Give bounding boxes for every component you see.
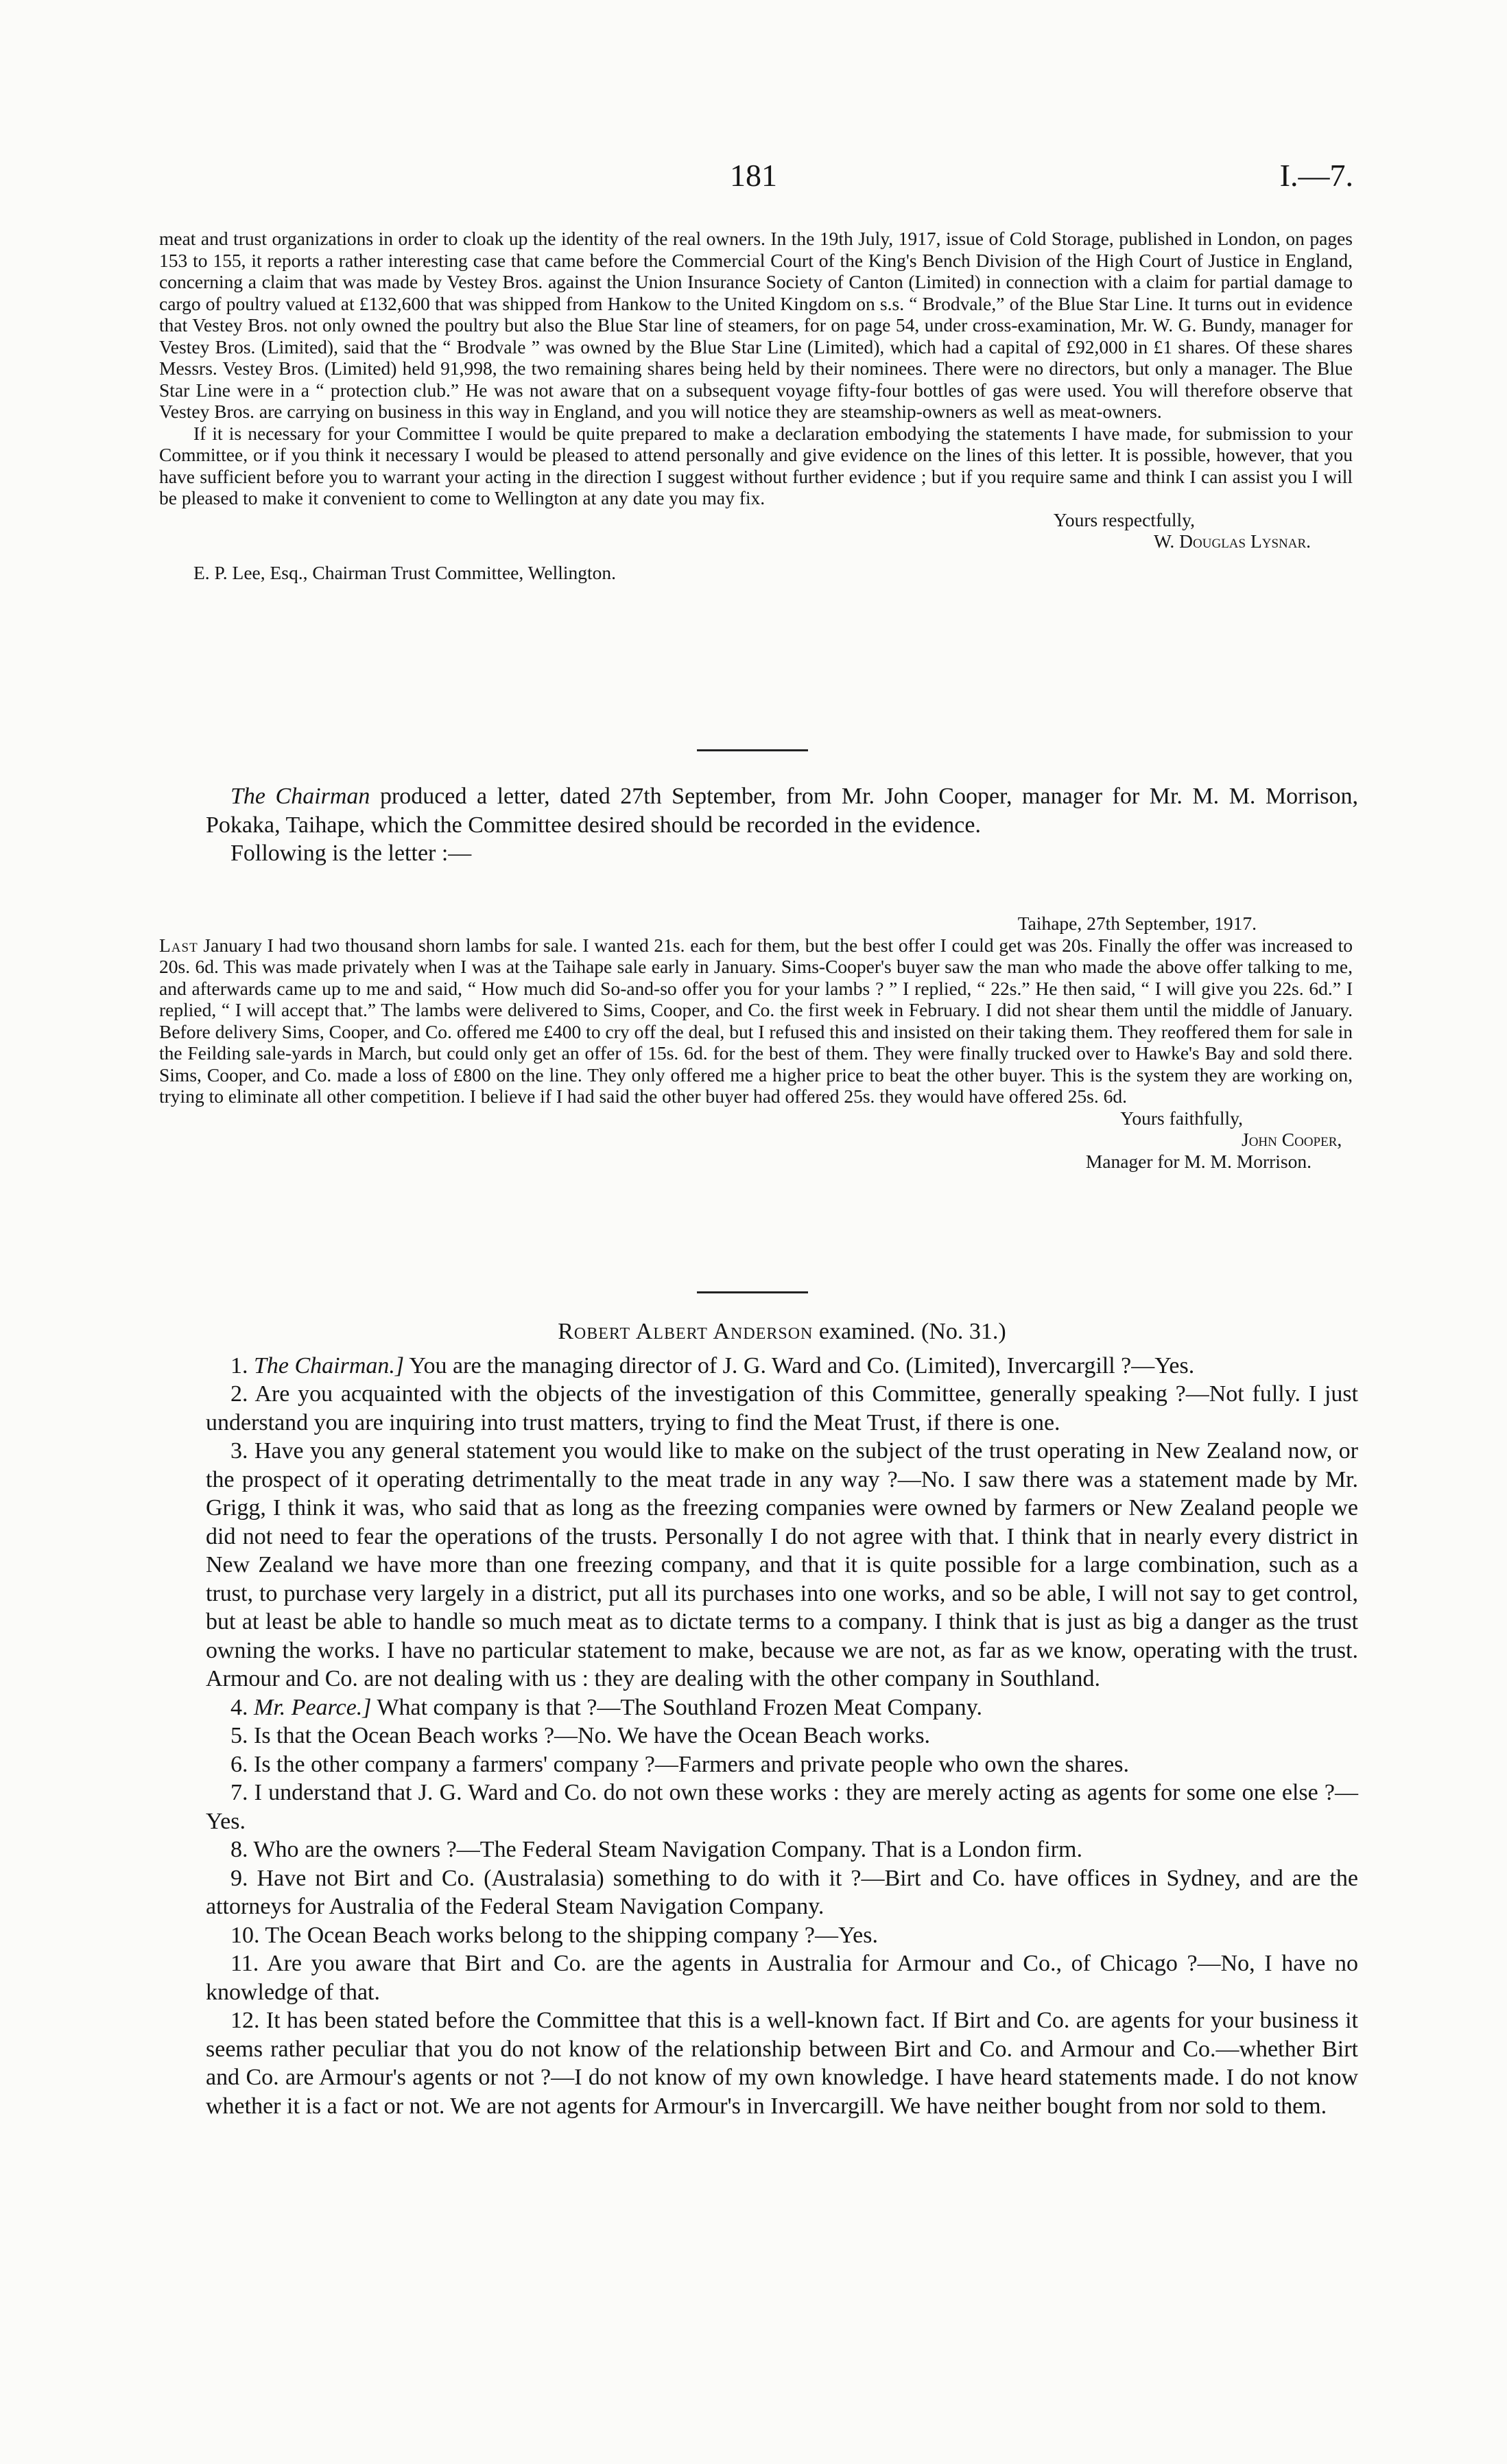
letter-cooper-signature: John Cooper,	[1242, 1129, 1342, 1150]
letter-cooper-signature-title: Manager for M. M. Morrison.	[1085, 1150, 1312, 1172]
letter-cooper-body	[159, 935, 1353, 1107]
qa-item: 9. Have not Birt and Co. (Australasia) something to do with it ?—Birt and Co. have offices in Sydney, and are the attorneys for Australia of the Federal Steam Navigation Company.	[206, 1865, 1359, 1919]
examination-heading	[206, 1317, 1358, 1346]
letter-cooper-body-text: January I had two thousand shorn lambs for sale. I wanted 21s. each for them, but the best offer I could get was 20s. Finally the offer was increased to 20s. 6d. This was made privately when I was at the Taihape sale early in January. Sims-Cooper's buyer saw the man who made the above offer talking to me, and afterwards came up to me and said, “ How much did So-and-so offer you for your lambs ? ” I replied, “ 22s.” He then said, “ I will give you 22s. 6d.” I replied, “ I will accept that.” The lambs were delivered to Sims, Cooper, and Co. the first week in February. I did not shear them until the middle of January. Before delivery Sims, Cooper, and Co. offered me £400 to cry off the deal, but I refused this and insisted on their taking them. They reoffered them for sale in the Feilding sale-yards in March, but could only get an offer of 15s. 6d. for the best of them. They were finally trucked over to Hawke's Bay and sold there. Sims, Cooper, and Co. made a loss of £800 on the line. They only offered me a higher price to beat the other buyer. This is the system they are working on, trying to eliminate all other competition. I believe if I had said the other buyer had offered 25s. they would have offered 25s. 6d.	[159, 934, 1353, 1107]
qa-speaker: The Chairman.]	[254, 1352, 405, 1378]
qa-item: 11. Are you aware that Birt and Co. are the agents in Australia for Armour and Co., of Chicago ?—No, I have no knowledge of that.	[206, 1951, 1359, 2005]
qa-item: 7. I understand that J. G. Ward and Co. do not own these works : they are merely acting as agents for some one else ?—Yes.	[206, 1780, 1358, 1834]
letter-lysnar-paragraph-1: meat and trust organizations in order to cloak up the identity of the real owners. In the 19th July, 1917, issue of Cold Storage, published in London, on pages 153 to 155, it reports a rather interesting case that came before the Commercial Court of the King's Bench Division of the High Court of Justice in England, concerning a claim that was made by Vestey Bros. against the Union Insurance Society of Canton (Limited) in connection with a claim for partial damage to cargo of poultry valued at £132,600 that was shipped from Hankow to the United Kingdom on s.s. “ Brodvale,” of the Blue Star Line. It turns out in evidence that Vestey Bros. not only owned the poultry but also the Blue Star line of steamers, for on page 54, under cross-examination, Mr. W. G. Bundy, manager for Vestey Bros. (Limited), said that the “ Brodvale ” was owned by the Blue Star Line (Limited), which had a capital of £92,000 in £1 shares. Of these shares Messrs. Vestey Bros. (Limited) held 91,998, the two remaining shares being held by their nominees. There were no directors, but only a manager. The Blue Star Line were in a “ protection club.” He was not aware that on a subsequent voyage fifty-four bottles of gas were used. You will therefore observe that Vestey Bros. are carrying on business in this way in England, and you will notice they are steamship-owners as well as meat-owners.	[159, 228, 1353, 422]
letter-cooper	[159, 913, 1353, 1172]
letter-lysnar-closing: Yours respectfully,	[1053, 508, 1195, 530]
examination-heading-rest: examined. (No. 31.)	[813, 1319, 1006, 1344]
intro-speaker: The Chairman	[230, 784, 370, 809]
qa-item: 1. The Chairman.] You are the managing director of J. G. Ward and Co. (Limited), Invercargill ?—Yes.	[230, 1352, 1195, 1378]
qa-item: 3. Have you any general statement you would like to make on the subject of the trust operating in New Zealand now, or the prospect of it operating detrimentally to the meat trade in any way ?—No. I saw there was a statement made by Mr. Grigg, I think it was, who said that as long as the freezing companies were owned by farmers or New Zealand people we did not need to fear the operations of the trusts. Personally I do not agree with that. I think that in nearly every district in New Zealand we have more than one freezing company, and that it is quite possible for a large combination, such as a trust, to purchase very largely in a district, put all its purchases into one works, and so be able, I will not say to get control, but at least be able to handle so much meat as to dictate terms to a company. I think that is just as big a danger as the trust owning the works. I have no particular statement to make, because we are not, as far as we know, operating with the trust. Armour and Co. are not dealing with us : they are dealing with the other company in Southland.	[206, 1438, 1359, 1691]
qa-item: 12. It has been stated before the Committee that this is a well-known fact. If Birt and Co. are agents for your business it seems rather peculiar that you do not know of the relationship between Birt and Co. and Armour and Co.—whether Birt and Co. are Armour's agents or not ?—I do not know of my own knowledge. I have heard statements made. I do not know whether it is a fact or not. We are not agents for Armour's in Invercargill. We have neither bought from nor sold to them.	[206, 2008, 1359, 2119]
letter-lysnar	[159, 228, 1353, 583]
letter-lysnar-signature: W. Douglas Lysnar.	[1154, 530, 1312, 552]
intro-text: produced a letter, dated 27th September, from Mr. John Cooper, manager for Mr. M. M. Morrison, Pokaka, Taihape, which the Committee desired should be recorded in the evidence.	[206, 784, 1358, 838]
letter-cooper-closing: Yours faithfully,	[1120, 1107, 1243, 1129]
examination-section	[206, 1317, 1358, 2120]
qa-item: 2. Are you acquainted with the objects of the investigation of this Committee, generally speaking ?—Not fully. I just understand you are inquiring into trust matters, trying to find the Meat Trust, if there is one.	[206, 1381, 1358, 1435]
qa-speaker: Mr. Pearce.]	[254, 1694, 372, 1720]
qa-item: 6. Is the other company a farmers' company ?—Farmers and private people who own the shares.	[230, 1751, 1129, 1777]
intro-following: Following is the letter :—	[230, 841, 472, 866]
qa-item: 10. The Ocean Beach works belong to the shipping company ?—Yes.	[230, 1922, 878, 1948]
qa-item: 8. Who are the owners ?—The Federal Steam Navigation Company. That is a London firm.	[230, 1837, 1082, 1862]
page-number: 181	[730, 158, 777, 193]
section-divider-1	[697, 749, 808, 751]
qa-item: 4. Mr. Pearce.] What company is that ?—The Southland Frozen Meat Company.	[230, 1694, 982, 1720]
paper-reference: I.—7.	[1279, 158, 1353, 193]
section-divider-2	[697, 1291, 808, 1293]
letter-cooper-opening-word: Last	[159, 934, 198, 956]
witness-name: Robert Albert Anderson	[558, 1319, 814, 1344]
letter-cooper-place-date: Taihape, 27th September, 1917.	[1017, 913, 1257, 934]
letter-lysnar-paragraph-2: If it is necessary for your Committee I would be quite prepared to make a declaration embodying the statements I have made, for submission to your Committee, or if you think it necessary I would be pleased to attend personally and give evidence on the lines of this letter. It is possible, however, that you have sufficient before you to warrant your acting in the direction I suggest without further evidence ; but if you require same and think I can assist you I will be pleased to make it convenient to come to Wellington at any date you may fix.	[159, 422, 1353, 508]
letter-lysnar-addressee: E. P. Lee, Esq., Chairman Trust Committee, Wellington.	[193, 561, 617, 583]
intro-section	[206, 782, 1358, 868]
qa-item: 5. Is that the Ocean Beach works ?—No. We have the Ocean Beach works.	[230, 1723, 931, 1748]
intro-paragraph	[206, 782, 1358, 839]
